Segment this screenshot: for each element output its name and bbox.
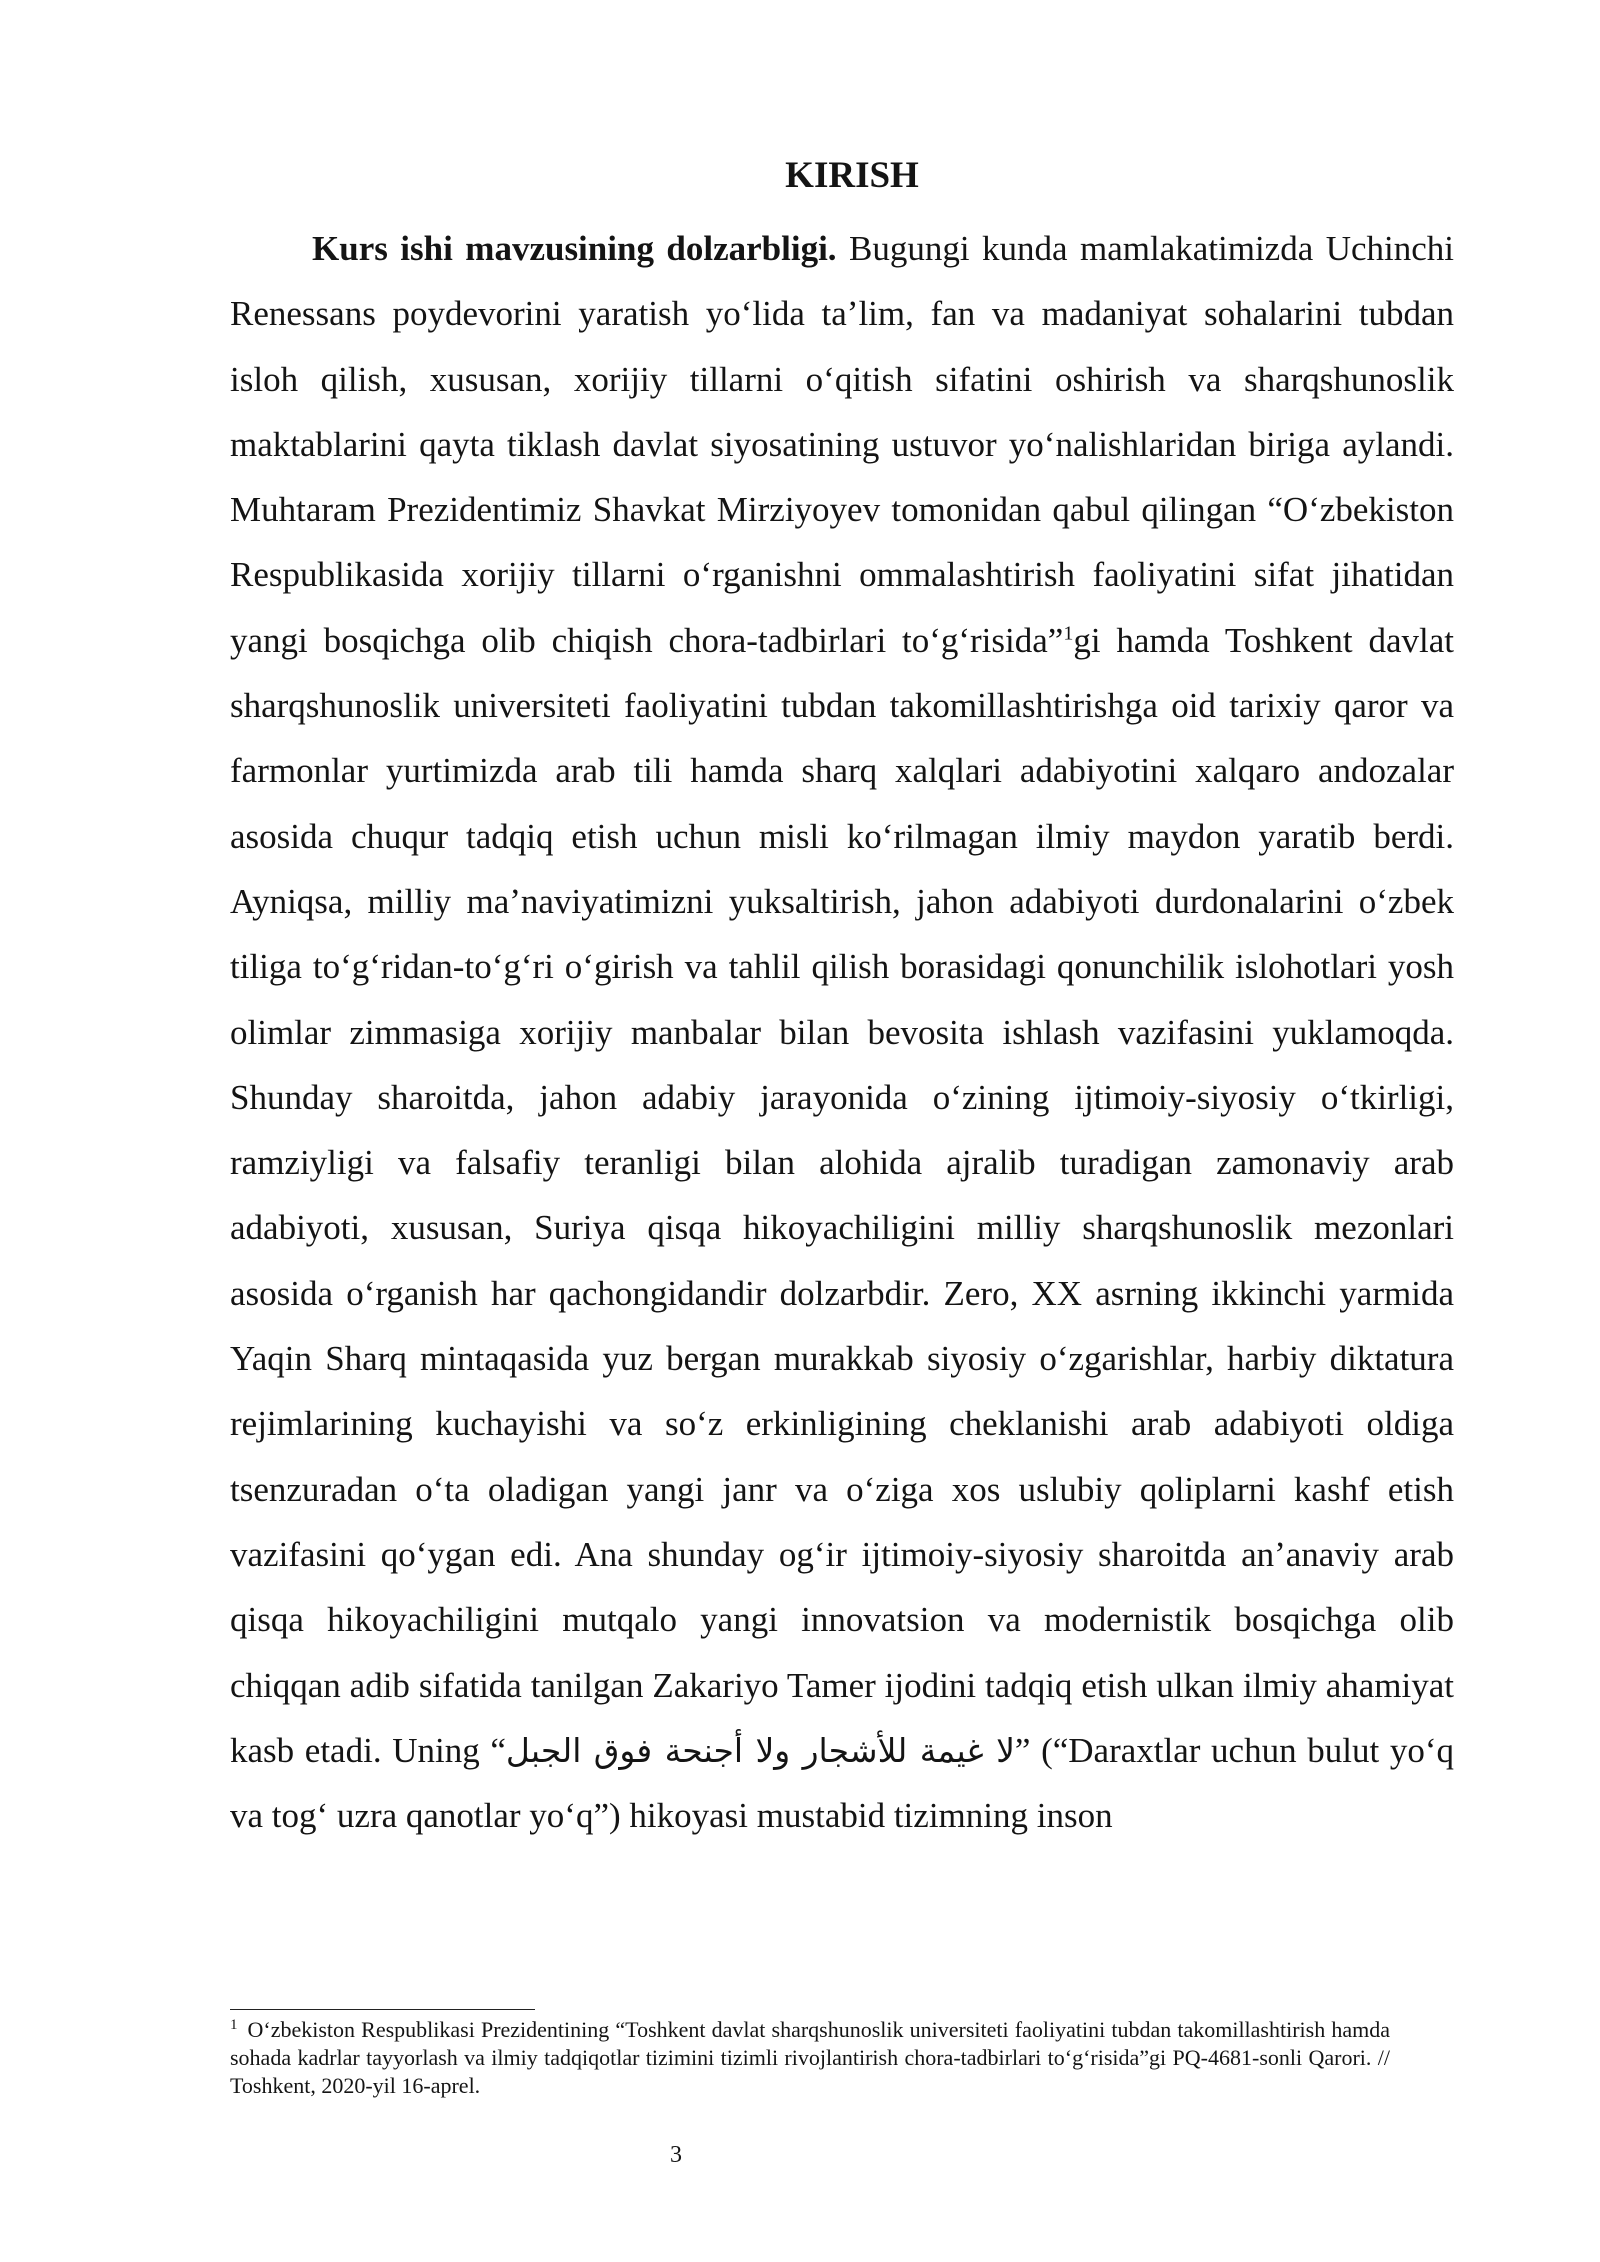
paragraph-text-after-note: gi hamda Toshkent davlat sharqshunoslik universiteti faoliyatini tubdan takomillashtirishga oid tarixiy qaror va farmonlar yurtimizda arab tili hamda sharq xalqlari adabiyotini xalqaro andozalar asosida chuqur tadqiq etish uchun misli koʻrilmagan ilmiy maydon yaratib berdi. Ayniqsa, milliy maʼnaviyatimizni yuksaltirish, jahon adabiyoti durdonalarini oʻzbek tiliga toʻgʻridan-toʻgʻri oʻgirish va tahlil qilish borasidagi qonunchilik islohotlari yosh olimlar zimmasiga xorijiy manbalar bilan bevosita ishlash vazifasini yuklamoqda. Shunday sharoitda, jahon adabiy jarayonida oʻzining ijtimoiy-siyosiy oʻtkirligi, ramziyligi va falsafiy teranligi bilan alohida ajralib turadigan zamonaviy arab adabiyoti, xususan, Suriya qisqa hikoyachiligini milliy sharqshunoslik mezonlari asosida oʻrganish har qachongidandir dolzarbdir. Zero, XX asrning ikkinchi yarmida Yaqin Sharq mintaqasida yuz bergan murakkab siyosiy oʻzgarishlar, harbiy diktatura rejimlarining kuchayishi va soʻz erkinligining cheklanishi arab adabiyoti oldiga tsenzuradan oʻta oladigan yangi janr va oʻziga xos uslubiy qoliplarni kashf etish vazifasini qoʻygan edi. Ana shunday ogʻir ijtimoiy-siyosiy sharoitda anʼanaviy arab qisqa hikoyachiligini mutqalo yangi innovatsion va modernistik bosqichga olib chiqqan adib sifatida tanilgan Zakariyo Tamer ijodini tadqiq etish ulkan ilmiy ahamiyat kasb etadi. Uning “ xyxy=(230,620,1454,1770)
paragraph-lead: Kurs ishi mavzusining dolzarbligi. xyxy=(312,229,837,268)
paragraph-text-before-note: Bugungi kunda mamlakatimizda Uchinchi Renessans poydevorini yaratish yoʻlida taʼlim, fan va madaniyat sohalarini tubdan isloh qilish, xususan, xorijiy tillarni oʻqitish sifatini oshirish va sharqshunoslik maktablarini qayta tiklash davlat siyosatining ustuvor yoʻnalishlaridan biriga aylandi. Muhtaram Prezidentimiz Shavkat Mirziyoyev tomonidan qabul qilingan “Oʻzbekiston Respublikasida xorijiy tillarni oʻrganishni ommalashtirish faoliyatini sifat jihatidan yangi bosqichga olib chiqish chora-tadbirlari toʻgʻrisida” xyxy=(230,229,1454,660)
arabic-story-title: لا غيمة للأشجار ولا أجنحة فوق الجبل xyxy=(505,1730,1015,1770)
footnote-reference: 1 xyxy=(1063,622,1074,645)
footnote-separator xyxy=(230,2009,535,2010)
footnote-text: Oʻzbekiston Respublikasi Prezidentining “Toshkent davlat sharqshunoslik universiteti faoliyatini tubdan takomillashtirish hamda sohada kadrlar tayyorlash va ilmiy tadqiqotlar tizimini tizimli rivojlantirish chora-tadbirlari toʻgʻrisida”gi PQ-4681-sonli Qarori. // Toshkent, 2020-yil 16-aprel. xyxy=(230,2017,1390,2098)
footnote-number: 1 xyxy=(230,2016,238,2033)
footnote xyxy=(230,2016,1390,2100)
body-paragraph xyxy=(230,216,1454,1848)
main-content xyxy=(230,150,1454,1848)
page-number: 3 xyxy=(670,2142,682,2168)
page-title: KIRISH xyxy=(785,155,919,196)
paragraph-text-end: ” (“Daraxtlar uchun bulut yoʻq va togʻ uzra qanotlar yoʻq”) hikoyasi mustabid tizimning inson xyxy=(230,1730,1454,1836)
